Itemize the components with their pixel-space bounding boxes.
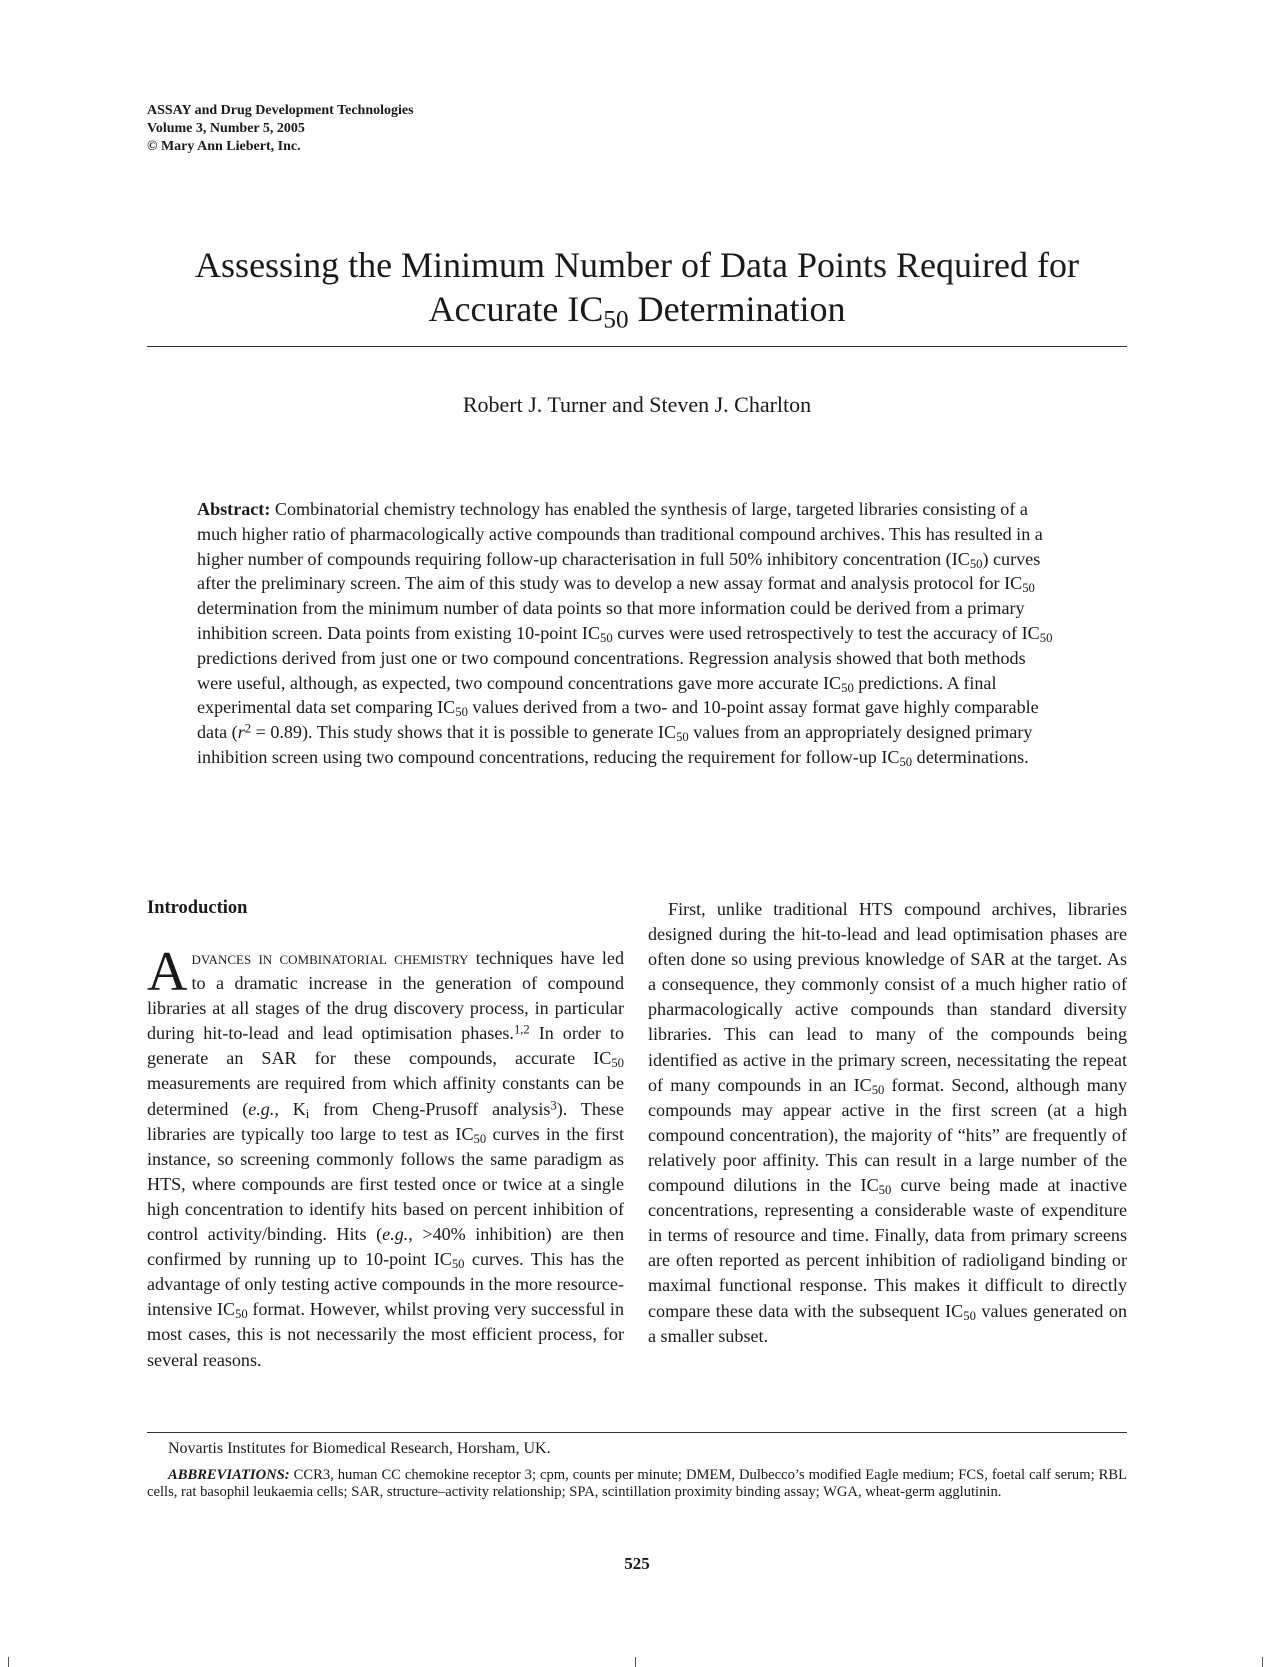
intro-text: from Cheng-Prusoff analysis	[309, 1098, 551, 1119]
intro-smallcaps: dvances in combinatorial chemistry	[191, 948, 469, 968]
intro-text: curves. This has the advantage of only testing active compounds in the more resource-intensive IC	[147, 1249, 624, 1320]
ic50-sub: 50	[969, 556, 983, 571]
ic50-sub: 50	[600, 631, 613, 646]
page-number: 525	[624, 1554, 650, 1573]
ic50-sub: 50	[473, 1131, 487, 1146]
abstract-text: Combinatorial chemistry technology has enabled the synthesis of large, targeted libraries consisting of a much higher ratio of pharmacologically active compounds than traditional compound archives. This has resulted in a higher number of compounds requiring follow-up characterisation in full 50% inhibitory concentration (IC	[197, 499, 1043, 569]
journal-volume: Volume 3, Number 5, 2005	[147, 121, 305, 136]
ic50-sub: 50	[676, 730, 689, 745]
abstract-text: curves were used retrospectively to test the accuracy of IC	[612, 622, 1040, 643]
ic50-sub: 50	[878, 1183, 892, 1198]
intro-text: curves in the first instance, so screening commonly follows the same paradigm as HTS, where compounds are first tested once or twice at a single high concentration to identify hits based on percent inhibition of control activity/binding. Hits (	[147, 1123, 624, 1245]
ic50-sub: 50	[899, 755, 913, 770]
intro-paragraph-2	[648, 897, 1127, 1349]
intro-text: ). These libraries are typically too large to test as IC	[147, 1098, 624, 1144]
abstract-text: predictions derived from just one or two compound concentrations. Regression analysis showed that both methods were useful, although, as expected, two compound concentrations gave more accurate IC	[197, 647, 1026, 693]
ic50-sub: 50	[1039, 631, 1053, 646]
intro-text: format. Second, although many compounds may appear active in the first screen (at a high compound concentration), the majority of “hits” are frequently of relatively poor affinity. This can result in a large number of the compound dilutions in the IC	[648, 1074, 1127, 1196]
citation: 3	[550, 1097, 557, 1112]
abstract-text: determinations.	[912, 746, 1029, 767]
title-divider	[147, 346, 1127, 347]
crop-mark	[1262, 1657, 1263, 1667]
journal-copyright: © Mary Ann Liebert, Inc.	[147, 139, 301, 154]
intro-text: In order to generate an SAR for these compounds, accurate IC	[147, 1023, 624, 1069]
abstract-paragraph	[197, 497, 1063, 770]
abstract-text: values derived from a two- and 10-point assay format gave highly comparable data (	[197, 697, 1039, 743]
ic50-sub: 50	[451, 1257, 465, 1272]
abstract-text: determination from the minimum number of data points so that more information could be derived from a primary inhibition screen. Data points from existing 10-point IC	[197, 598, 1025, 643]
intro-paragraph-1	[147, 941, 624, 1373]
title-text: Accurate IC	[428, 289, 604, 329]
abbreviations-text: CCR3, human CC chemokine receptor 3; cpm, counts per minute; DMEM, Dulbecco’s modified Eagle medium; FCS, foetal calf serum; RBL cells, rat basophil leukaemia cells; SAR, structure–activity relationship; SPA, scintillation proximity binding assay; WGA, wheat-germ agglutinin.	[147, 1467, 1127, 1500]
intro-text: curve being made at inactive concentrations, representing a considerable waste of expenditure in terms of resource and time. Finally, data from primary screens are often reported as percent inhibition of radioligand binding or maximal functional response. This makes it difficult to directly compare these data with the subsequent IC	[648, 1175, 1127, 1321]
eg-italic: e.g.	[382, 1224, 409, 1245]
abstract-label: Abstract:	[197, 499, 271, 519]
abstract	[197, 497, 1063, 770]
intro-text: , >40% inhibition) are then confirmed by running up to 10-point IC	[147, 1224, 624, 1270]
crop-mark	[635, 1657, 636, 1667]
title-line-2	[147, 287, 1127, 334]
ic50-sub: 50	[1022, 581, 1035, 596]
r-sup: 2	[244, 721, 252, 736]
article-title	[147, 243, 1127, 334]
abbreviations	[147, 1467, 1127, 1501]
abstract-text: ) curves after the preliminary screen. The aim of this study was to develop a new assay format and analysis protocol for IC	[197, 548, 1041, 594]
intro-text: First, unlike traditional HTS compound archives, libraries designed during the hit-to-lead and lead optimisation phases are often done so using previous knowledge of SAR at the target. As a consequence, they commonly consist of a much higher ratio of pharmacologically active compounds than standard diversity libraries. This can lead to many of the compounds being identified as active in the primary screen, necessitating the repeat of many compounds in an IC	[648, 899, 1127, 1095]
ic50-sub: 50	[963, 1308, 976, 1323]
abbreviations-label: ABBREVIATIONS:	[168, 1467, 290, 1483]
drop-cap: A	[147, 941, 188, 1003]
crop-mark	[8, 1657, 9, 1667]
ki-sub: i	[305, 1106, 310, 1121]
ic50-sub: 50	[455, 705, 468, 720]
abstract-text: values from an appropriately designed primary inhibition screen using two compound concentrations, reducing the requirement for follow-up IC	[197, 722, 1033, 767]
ic50-sub: 50	[611, 1056, 624, 1071]
abstract-text: predictions. A final experimental data set comparing IC	[197, 672, 997, 718]
abstract-text: = 0.89). This study shows that it is possible to generate IC	[251, 722, 677, 743]
intro-text: techniques have led to a dramatic increase in the generation of compound libraries at all stages of the drug discovery process, in particular during hit-to-lead and lead optimisation phases.	[147, 948, 624, 1044]
authors: Robert J. Turner and Steven J. Charlton	[462, 392, 812, 417]
intro-text: format. However, whilst proving very successful in most cases, this is not necessarily the most efficient process, for several reasons.	[147, 1299, 624, 1370]
right-column	[648, 897, 1127, 1349]
eg-italic: e.g.	[248, 1098, 275, 1119]
title-line-1: Assessing the Minimum Number of Data Points Required for	[195, 245, 1079, 285]
r-symbol: r	[237, 722, 245, 743]
footnote-divider	[147, 1432, 1127, 1433]
citation: 1,2	[513, 1022, 530, 1037]
journal-header	[147, 102, 414, 156]
left-column	[147, 897, 624, 1373]
affiliation: Novartis Institutes for Biomedical Research, Horsham, UK.	[168, 1440, 551, 1457]
ic50-sub: 50	[871, 1082, 885, 1097]
ic50-sub: 50	[235, 1307, 248, 1322]
ic50-sub: 50	[841, 680, 854, 695]
intro-text: measurements are required from which affinity constants can be determined (	[147, 1073, 624, 1119]
journal-name: ASSAY and Drug Development Technologies	[147, 103, 414, 118]
introduction-heading: Introduction	[147, 898, 248, 918]
title-text-end: Determination	[628, 289, 846, 329]
intro-text: values generated on a smaller subset.	[648, 1300, 1127, 1346]
title-subscript: 50	[603, 306, 629, 334]
intro-text: , K	[274, 1098, 306, 1119]
